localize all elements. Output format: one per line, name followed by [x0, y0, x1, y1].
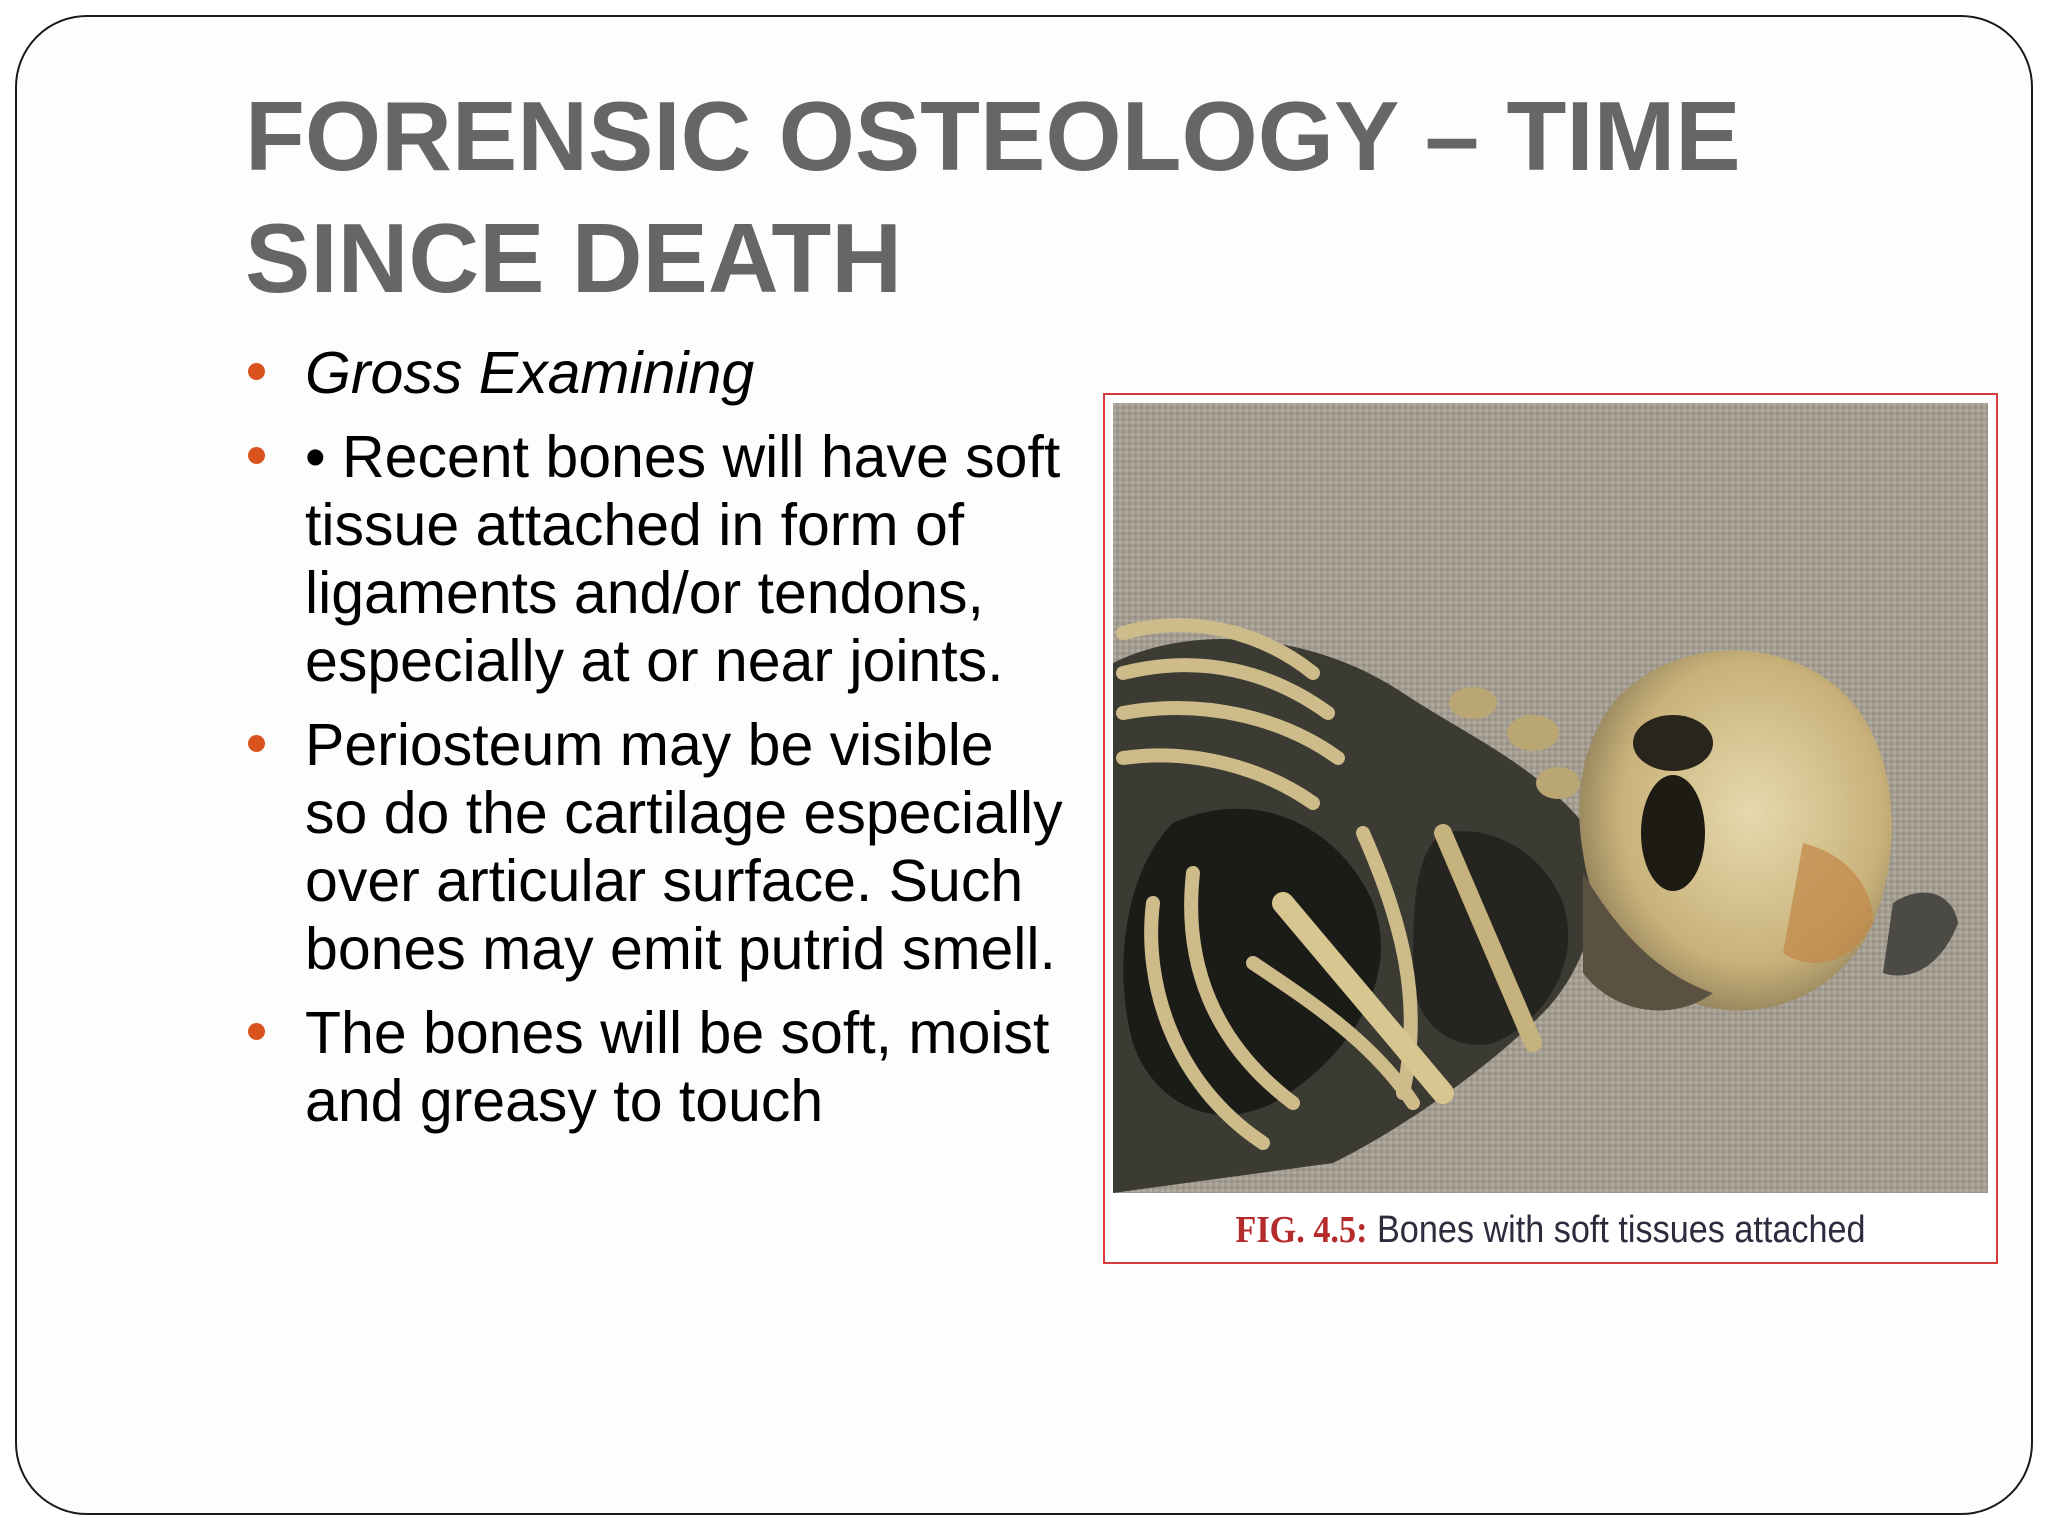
bullet-item: [245, 711, 1065, 983]
slide-title: FORENSIC OSTEOLOGY – TIME SINCE DEATH: [245, 81, 1741, 313]
figure: [1103, 393, 1998, 1264]
skeletal-remains-photo: [1113, 403, 1988, 1193]
bullet-marker-icon: [248, 363, 265, 380]
bullet-item: [245, 423, 1065, 695]
bullet-text: Gross Examining: [305, 340, 755, 406]
bullet-marker-icon: [248, 735, 265, 752]
bullet-marker-icon: [248, 1023, 265, 1040]
bullet-text: Periosteum may be visible so do the cartilage especially over articular surface. Such bones may emit putrid smell.: [305, 712, 1063, 982]
caption-text: Bones with soft tissues attached: [1376, 1209, 1866, 1251]
bullet-text: • Recent bones will have soft tissue attached in form of ligaments and/or tendons, especially at or near joints.: [305, 424, 1061, 694]
bullet-item: [245, 339, 1065, 407]
bullet-marker-icon: [248, 447, 265, 464]
figure-caption: [1150, 1207, 1952, 1253]
bullet-list: [245, 339, 1065, 1151]
caption-label: FIG. 4.5:: [1235, 1209, 1368, 1251]
slide-frame: [15, 15, 2033, 1515]
bullet-item: [245, 999, 1065, 1135]
bullet-text: The bones will be soft, moist and greasy to touch: [305, 1000, 1050, 1134]
